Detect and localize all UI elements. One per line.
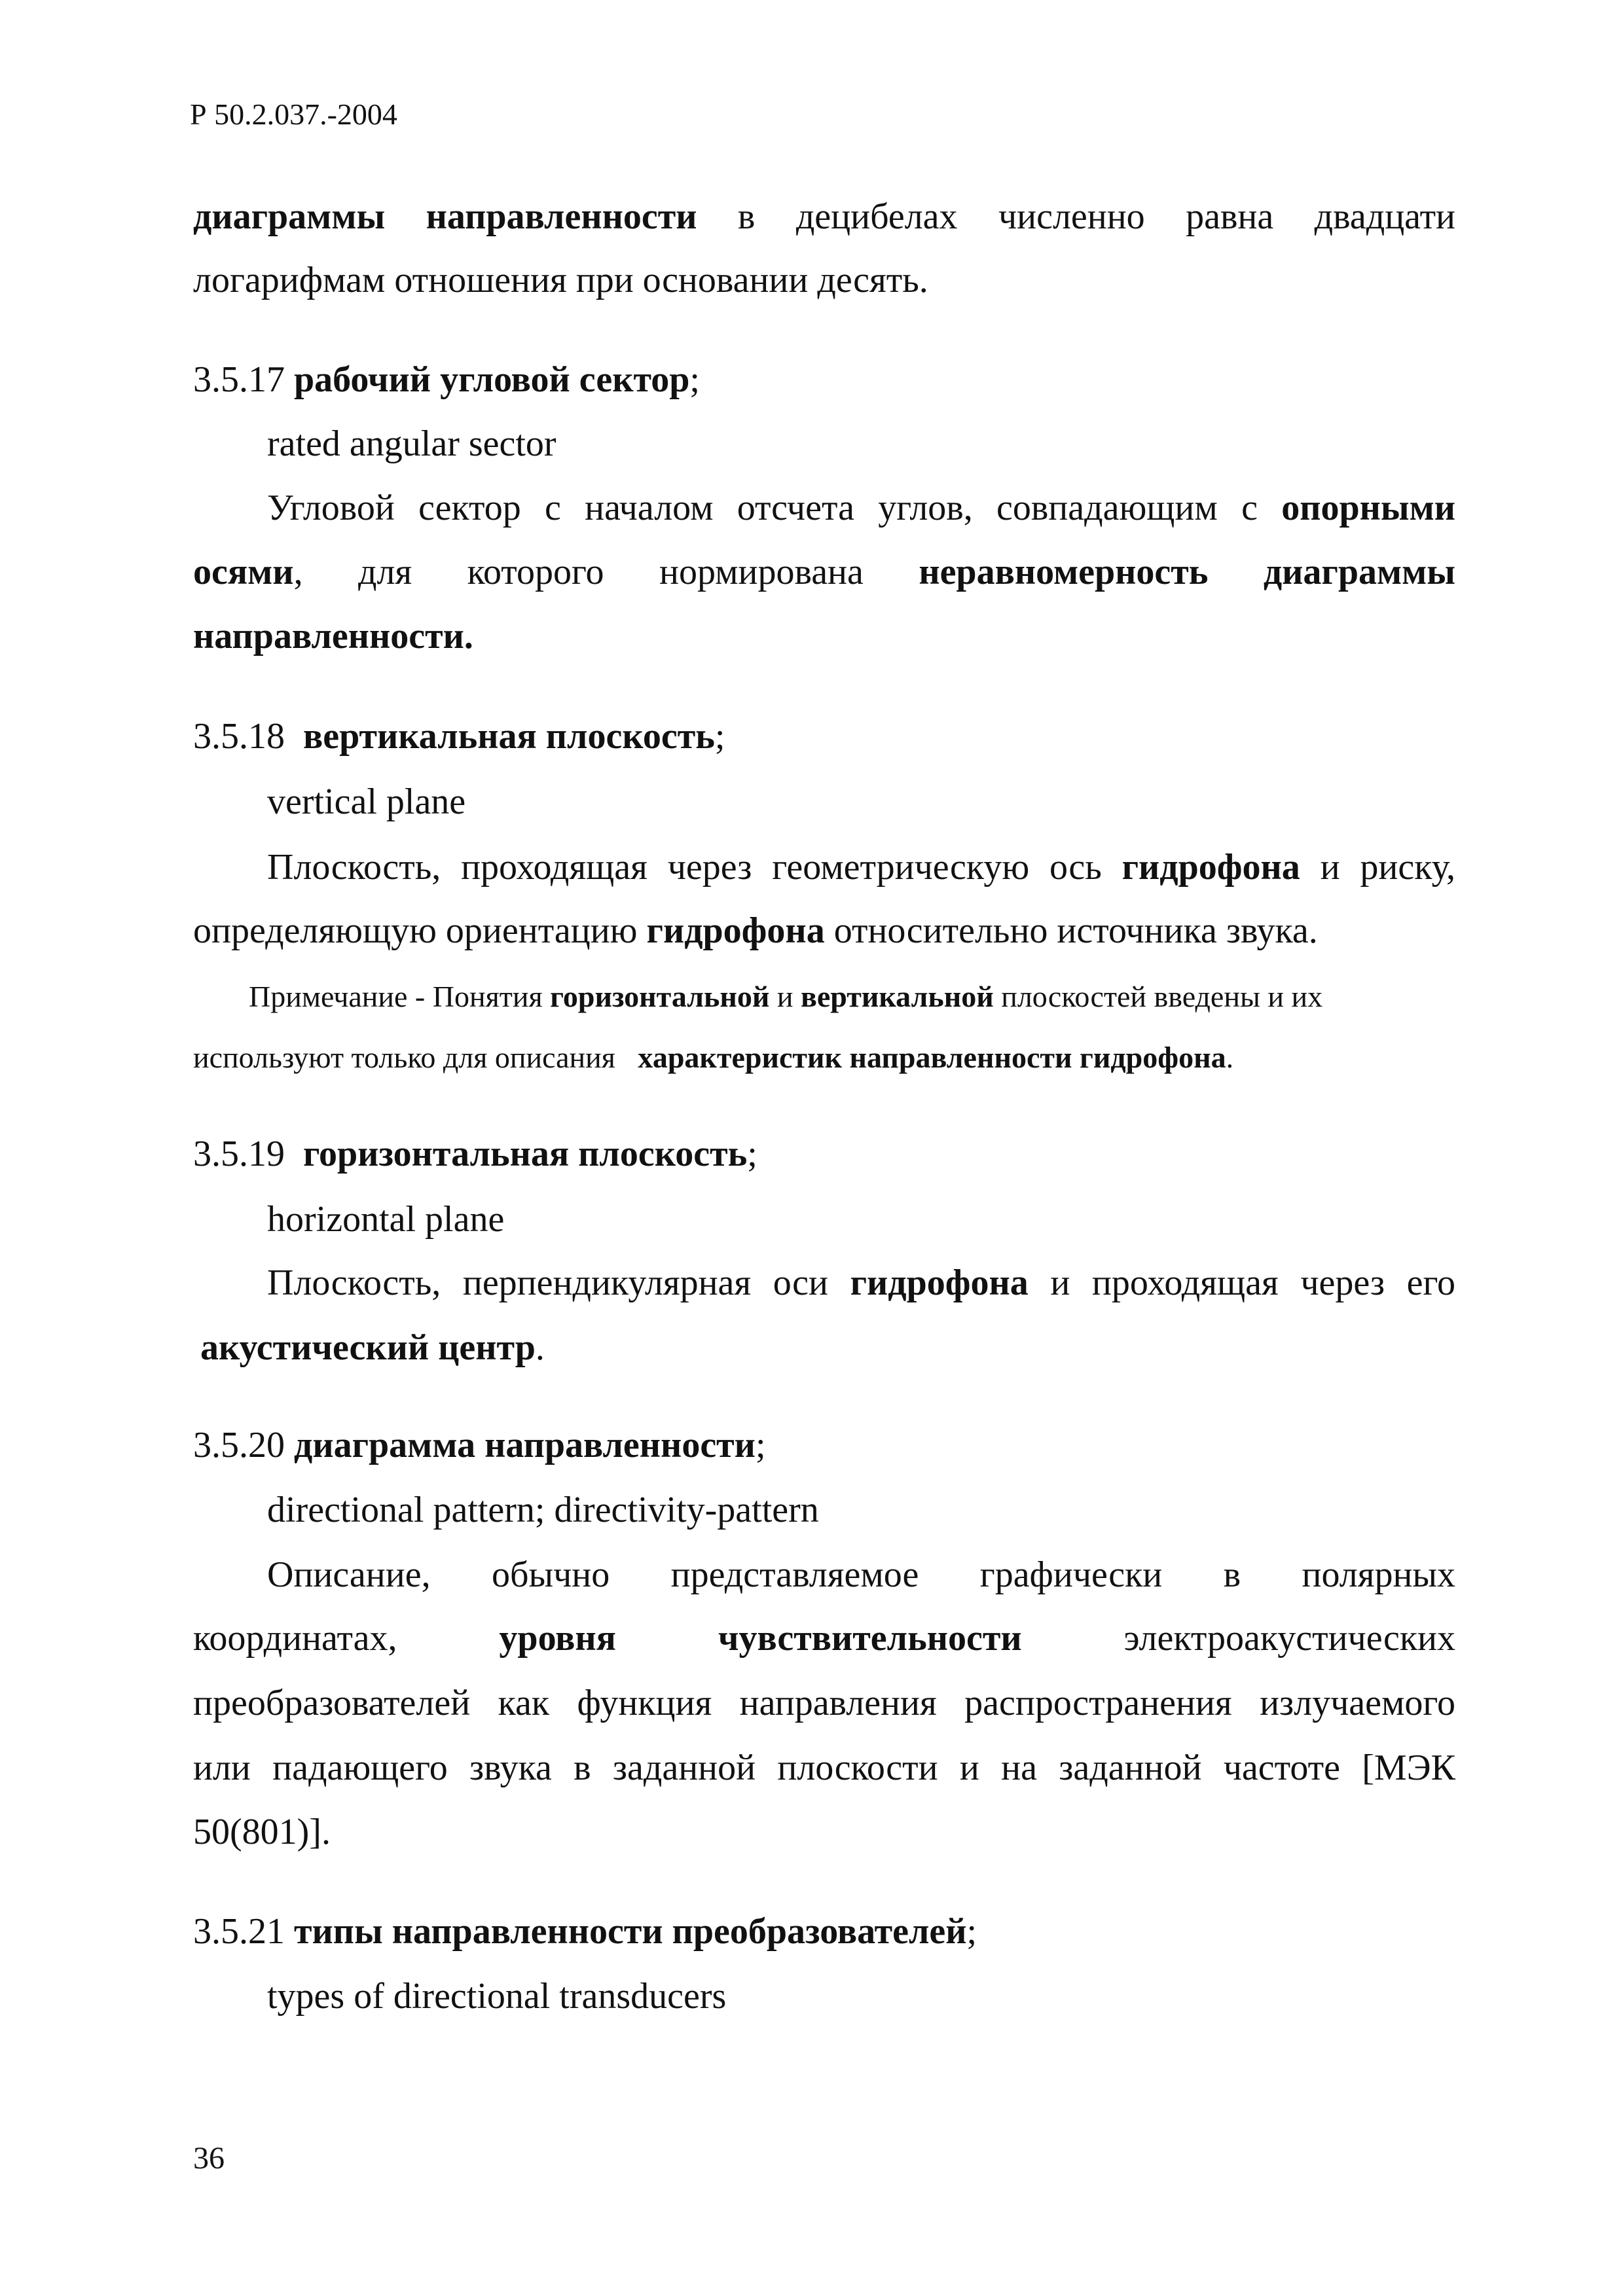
definition-line: или падающего звука в заданной плоскости и на заданной частоте [МЭК [193,1748,1455,1788]
intro-line-2: логарифмам отношения при основании десять. [193,260,928,300]
section-number: 3.5.21 [193,1911,285,1952]
definition-line [193,1615,1455,1661]
english-term: vertical plane [267,781,466,822]
term-bold: опорными [1281,488,1456,528]
text: относительно источника звука. [833,910,1318,951]
text: и риску, [1320,847,1456,888]
english-term: directional pattern; directivity-pattern [267,1490,819,1530]
page-number: 36 [193,2141,225,2176]
term-bold: акустический центр [200,1327,536,1368]
english-term: horizontal plane [267,1199,505,1240]
text: Плоскость, перпендикулярная оси [267,1263,828,1303]
english-term: types of directional transducers [267,1976,727,2017]
text: и проходящая через его [1050,1263,1456,1303]
section-heading-3-5-18 [193,713,1455,759]
note-line [193,1035,1455,1081]
section-term: диаграмма направленности [294,1425,756,1465]
definition-line [267,485,1455,531]
section-number: 3.5.19 [193,1134,285,1174]
definition-line [200,1325,1463,1371]
section-term: горизонтальная плоскость [303,1134,748,1174]
term-bold: вертикальной [801,980,994,1013]
definition-line [193,613,1455,659]
text: Плоскость, проходящая через геометрическую ось [267,847,1102,888]
text: плоскостей введены и их [1001,980,1323,1013]
text: Угловой [267,488,395,528]
text: представляемое [670,1554,919,1595]
section-number: 3.5.20 [193,1425,285,1465]
term-bold: горизонтальной [550,980,770,1013]
english-term: rated angular sector [267,423,556,464]
term-bold: уровня [499,1618,616,1659]
section-heading-3-5-20 [193,1422,1455,1468]
section-heading-3-5-17 [193,357,1455,403]
text: используют только для описания [193,1041,615,1074]
text: сектор [418,488,521,528]
text: в [1223,1554,1241,1595]
intro-line-1 [193,194,1455,240]
definition-line [267,844,1455,890]
text: нормирована [659,552,864,592]
text: ; [755,1425,766,1465]
term-bold: диаграммы направленности [193,196,697,237]
document-code: Р 50.2.037.-2004 [190,98,397,131]
text: и [776,980,793,1013]
term-bold: гидрофона [646,910,825,951]
text: в [737,196,756,237]
term-bold: направленности. [193,616,473,656]
text: ; [689,359,700,400]
term-bold: осями [193,552,294,592]
text: электроакустических [1123,1618,1455,1659]
text: началом отсчета углов, совпадающим с [585,488,1258,528]
definition-line: преобразователей как функция направления распространения излучаемого [193,1683,1455,1723]
definition-line [193,549,1455,595]
section-heading-3-5-21 [193,1909,1455,1954]
note-line [249,974,1455,1020]
text: для [357,552,412,592]
text: ; [966,1911,977,1952]
section-term: типы направленности преобразователей [294,1911,967,1952]
definition-line [267,1260,1455,1306]
text: графически [979,1554,1163,1595]
definition-line [193,908,1455,954]
text: координатах, [193,1618,397,1659]
definition-line: 50(801)]. [193,1812,331,1852]
section-number: 3.5.17 [193,359,285,400]
section-heading-3-5-19 [193,1131,1455,1177]
term-bold: гидрофона [1122,847,1300,888]
term-bold: характеристик направленности гидрофона [638,1041,1226,1074]
term-bold: диаграммы [1263,552,1456,592]
text: Примечание - Понятия [249,980,543,1013]
text: которого [467,552,604,592]
text: ; [714,716,725,757]
text: определяющую ориентацию [193,910,638,951]
text: децибелах [795,196,958,237]
section-number: 3.5.18 [193,716,285,757]
text: полярных [1302,1554,1456,1595]
section-term: вертикальная плоскость [303,716,715,757]
text: ; [747,1134,757,1174]
text: . [1226,1041,1234,1074]
term-bold: неравномерность [919,552,1209,592]
term-bold: гидрофона [850,1263,1029,1303]
text: обычно [491,1554,610,1595]
text: Описание, [267,1554,431,1595]
text: . [535,1327,545,1368]
text: численно равна двадцати [998,196,1456,237]
term-bold: чувствительности [718,1618,1022,1659]
section-term: рабочий угловой сектор [294,359,690,400]
text: , [293,552,303,592]
text: с [544,488,561,528]
definition-line [267,1552,1455,1598]
